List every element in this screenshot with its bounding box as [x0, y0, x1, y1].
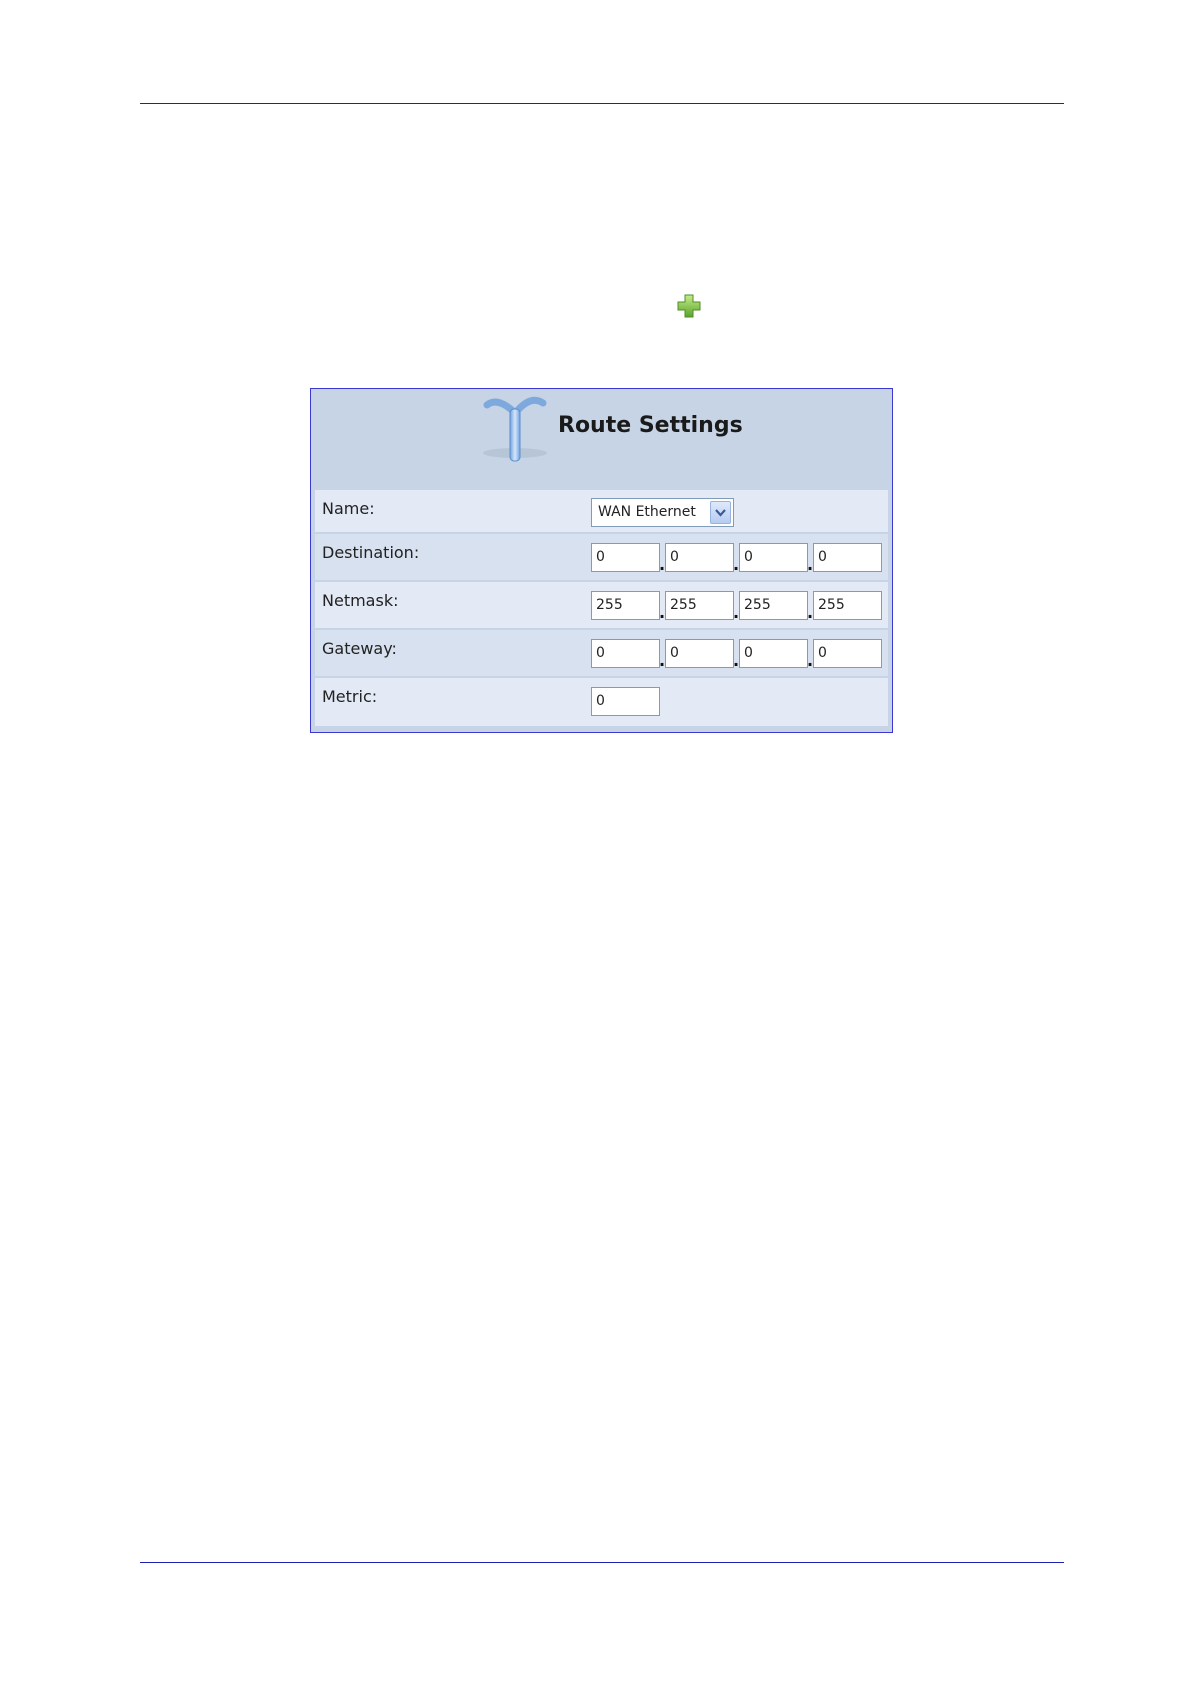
panel-header	[311, 389, 892, 490]
header-rule	[140, 103, 1064, 104]
destination-octet-1[interactable]: 0	[591, 543, 660, 572]
metric-label: Metric:	[322, 687, 378, 706]
ip-separator: .	[733, 603, 740, 622]
ip-separator: .	[807, 651, 814, 670]
chevron-down-icon[interactable]	[710, 501, 731, 524]
gateway-octet-3[interactable]: 0	[739, 639, 808, 668]
name-select-value: WAN Ethernet	[598, 504, 696, 520]
ip-separator: .	[659, 555, 666, 574]
ip-separator: .	[659, 651, 666, 670]
destination-row	[315, 534, 888, 582]
ip-separator: .	[807, 603, 814, 622]
ip-separator: .	[807, 555, 814, 574]
gateway-octet-4[interactable]: 0	[813, 639, 882, 668]
name-row	[315, 490, 888, 534]
netmask-octet-3[interactable]: 255	[739, 591, 808, 620]
metric-input[interactable]: 0	[591, 687, 660, 716]
route-settings-panel	[310, 388, 893, 733]
ip-separator: .	[733, 555, 740, 574]
gateway-octet-1[interactable]: 0	[591, 639, 660, 668]
destination-label: Destination:	[322, 543, 420, 562]
netmask-octet-2[interactable]: 255	[665, 591, 734, 620]
route-y-icon	[475, 391, 555, 467]
netmask-octet-1[interactable]: 255	[591, 591, 660, 620]
destination-octet-3[interactable]: 0	[739, 543, 808, 572]
ip-separator: .	[659, 603, 666, 622]
netmask-octet-4[interactable]: 255	[813, 591, 882, 620]
footer-rule	[140, 1562, 1064, 1563]
ip-separator: .	[733, 651, 740, 670]
netmask-row	[315, 582, 888, 630]
gateway-label: Gateway:	[322, 639, 397, 658]
panel-title: Route Settings	[558, 413, 743, 438]
gateway-octet-2[interactable]: 0	[665, 639, 734, 668]
netmask-label: Netmask:	[322, 591, 399, 610]
green-plus-icon[interactable]	[675, 292, 703, 320]
metric-row	[315, 678, 888, 726]
route-settings-form	[315, 490, 888, 726]
name-label: Name:	[322, 499, 375, 518]
destination-octet-4[interactable]: 0	[813, 543, 882, 572]
gateway-row	[315, 630, 888, 678]
destination-octet-2[interactable]: 0	[665, 543, 734, 572]
